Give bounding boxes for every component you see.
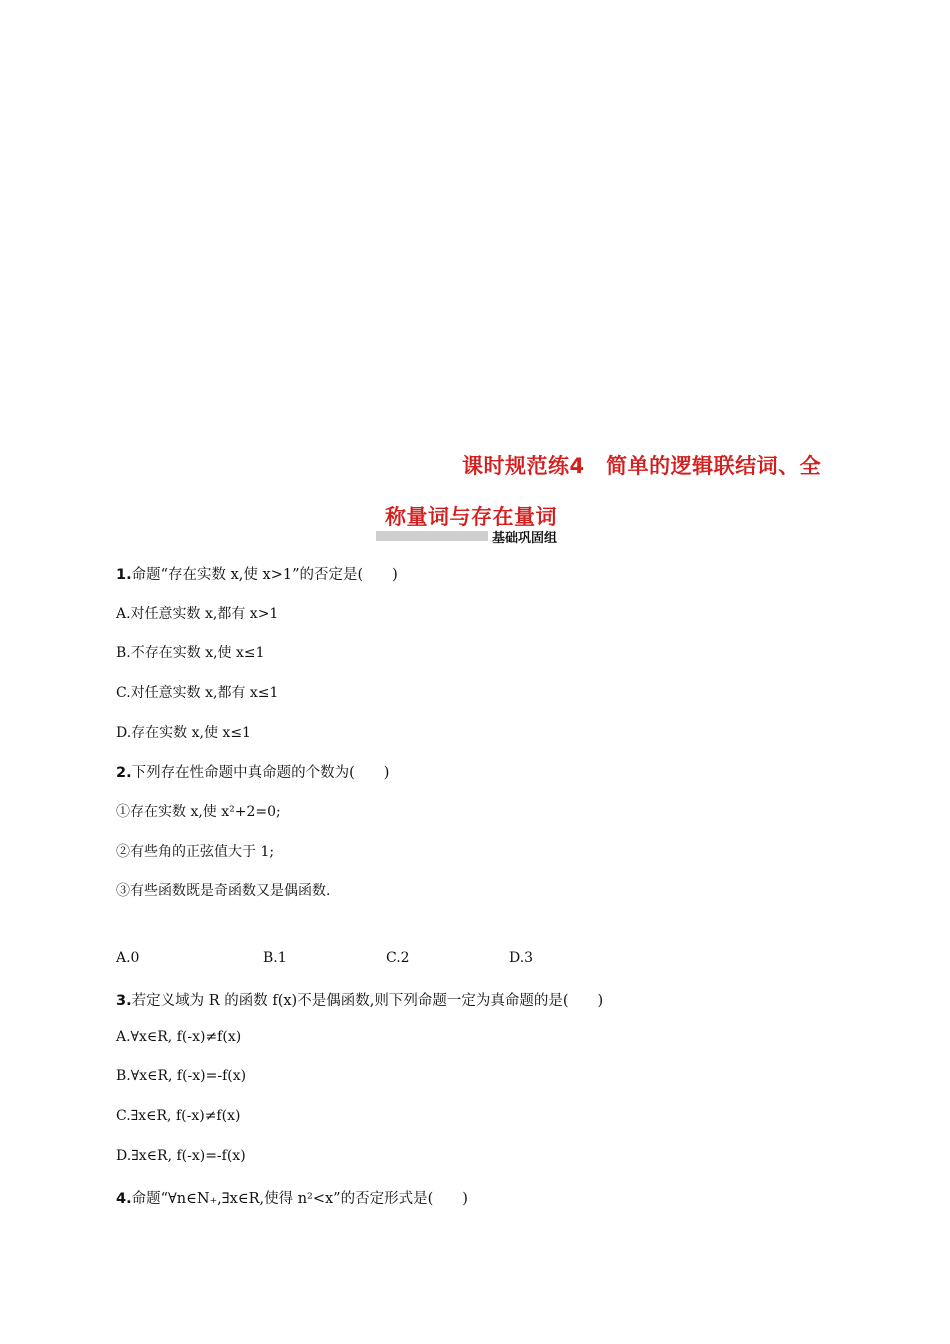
option-1b: B.不存在实数 x,使 x≤1	[116, 645, 265, 661]
question-3	[116, 989, 603, 1010]
section-bar	[376, 531, 488, 541]
option-3a: A.∀x∈R, f(-x)≠f(x)	[116, 1029, 242, 1045]
page-title-line-2: 称量词与存在量词	[385, 505, 557, 529]
question-4	[116, 1187, 468, 1208]
option-3c: C.∃x∈R, f(-x)≠f(x)	[116, 1108, 241, 1124]
page-title-line-1: 课时规范练4 简单的逻辑联结词、全	[462, 454, 822, 478]
question-1	[116, 563, 398, 584]
question-stem: 命题“存在实数 x,使 x>1”的否定是( )	[131, 567, 398, 583]
statement-2-1: ①存在实数 x,使 x²+2=0;	[116, 804, 281, 820]
option-2b: B.1	[263, 950, 287, 966]
statement-2-2: ②有些角的正弦值大于 1;	[116, 844, 275, 860]
question-number: 2.	[116, 765, 132, 781]
question-number: 1.	[116, 567, 132, 583]
question-stem: 命题“∀n∈N₊,∃x∈R,使得 n²<x”的否定形式是( )	[131, 1191, 468, 1207]
option-3b: B.∀x∈R, f(-x)=-f(x)	[116, 1068, 247, 1084]
option-2a: A.0	[116, 950, 140, 966]
option-1c: C.对任意实数 x,都有 x≤1	[116, 685, 279, 701]
question-2	[116, 761, 389, 782]
option-2c: C.2	[386, 950, 410, 966]
statement-2-3: ③有些函数既是奇函数又是偶函数.	[116, 883, 331, 899]
question-stem: 若定义域为 R 的函数 f(x)不是偶函数,则下列命题一定为真命题的是( )	[131, 993, 604, 1009]
option-1d: D.存在实数 x,使 x≤1	[116, 725, 251, 741]
question-stem: 下列存在性命题中真命题的个数为( )	[131, 765, 390, 781]
question-number: 3.	[116, 993, 132, 1009]
section-label: 基础巩固组	[492, 531, 558, 546]
option-1a: A.对任意实数 x,都有 x>1	[116, 606, 279, 622]
question-number: 4.	[116, 1191, 132, 1207]
option-2d: D.3	[509, 950, 534, 966]
option-3d: D.∃x∈R, f(-x)=-f(x)	[116, 1148, 246, 1164]
